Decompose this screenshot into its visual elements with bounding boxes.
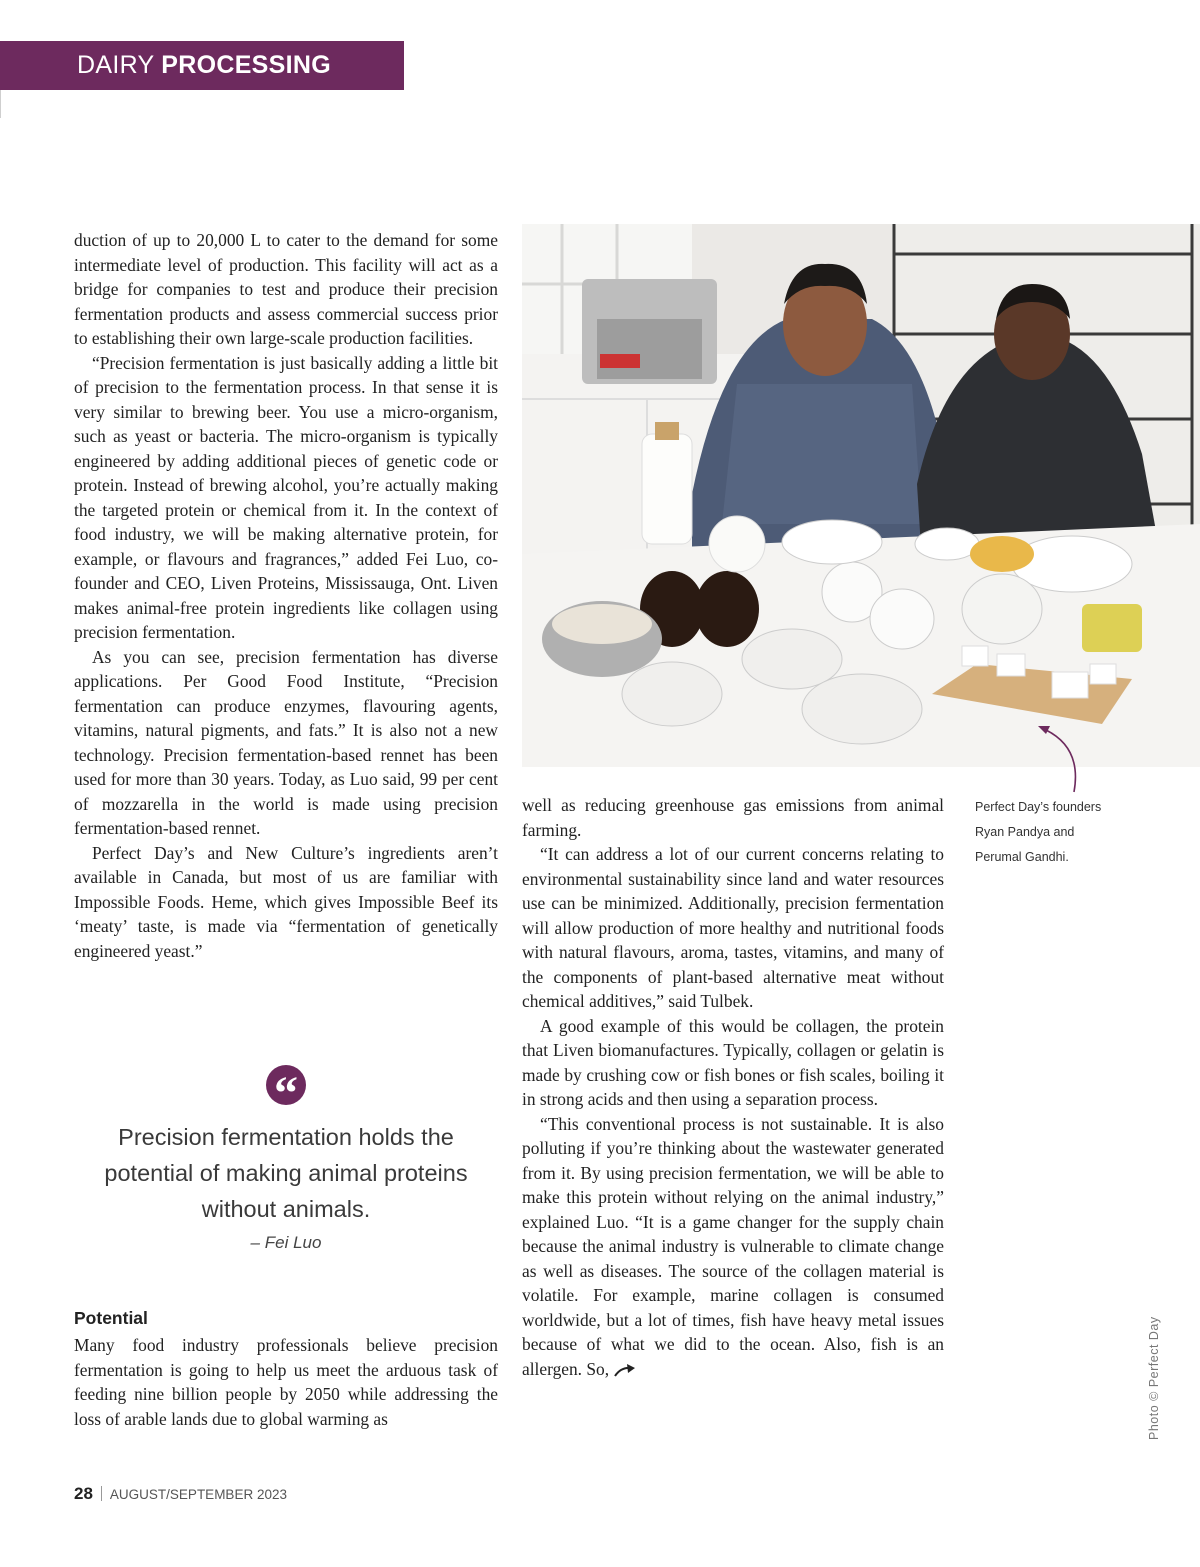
section-label-bold: PROCESSING: [161, 51, 331, 79]
subheading-potential: Potential: [74, 1308, 148, 1328]
paragraph: “It can address a lot of our current concerns relating to environmental sustainability since land and water resources use can be minimized. Additionally, precision fermentation will allow production of more healthy and nutritional foods with natural flavours, aroma, tastes, vitamins, and many of the components of plant-based alternative meat without chemical additives,” said Tulbek.: [522, 844, 944, 1011]
paragraph: Perfect Day’s and New Culture’s ingredients aren’t available in Canada, but most of us are familiar with Impossible Foods. Heme, which gives Impossible Beef its ‘meaty’ taste, is made via “fermentation of genetically engineered yeast.”: [74, 842, 498, 961]
paragraph: well as reducing greenhouse gas emissions from animal farming.: [522, 795, 944, 840]
right-column-text: [522, 793, 944, 1381]
page-number: 28: [74, 1484, 93, 1503]
footer-divider: [101, 1486, 102, 1501]
section-banner: [0, 41, 404, 90]
caption-line: Perumal Gandhi.: [975, 850, 1069, 864]
paragraph-last-text: “This conventional process is not sustainable. It is also polluting if you’re thinking about the wastewater generated from it. By using precision fermentation, we will be able to make this protein without relying on the animal industry,” explained Luo. “It is a game changer for the supply chain because the animal industry is vulnerable to climate change as well as diseases. The source of the collagen material is volatile. For example, marine collagen is consumed worldwide, but a lot of times, fish have heavy metal issues because of what we did to the ocean. Also, fish is an allergen. So,: [522, 1113, 944, 1379]
page-footer: [74, 1484, 287, 1504]
paragraph: duction of up to 20,000 L to cater to the demand for some intermediate level of production. This facility will act as a bridge for companies to test and produce their precision fermentation products and assess commercial success prior to establishing their own large-scale production facilities.: [74, 230, 498, 348]
photo-caption: [975, 795, 1145, 870]
caption-pointer-icon: [1032, 720, 1082, 795]
banner-divider: [0, 90, 1, 118]
section-label-light: DAIRY: [77, 51, 155, 79]
continue-arrow-icon: [613, 1364, 635, 1378]
caption-line: Ryan Pandya and: [975, 825, 1075, 839]
pull-quote-attribution: – Fei Luo: [250, 1233, 322, 1252]
photo-credit: Photo © Perfect Day: [1147, 1316, 1161, 1440]
paragraph: “Precision fermentation is just basically adding a little bit of precision to the fermentation process. In that sense it is very similar to brewing beer. You use a micro-organism, such as yeast or bacteria. The micro-organism is typically engineered by adding additional pieces of genetic code or protein. Instead of brewing alcohol, you’re actually making the targeted protein or chemical from it. In the context of food industry, we will be making alternative protein, for example, or flavours and fragrances,” added Fei Luo, co-founder and CEO, Liven Proteins, Mississauga, Ont. Liven makes animal-free protein ingredients like collagen using precision fermentation.: [74, 352, 498, 642]
paragraph: A good example of this would be collagen, the protein that Liven biomanufactures. Typically, collagen or gelatin is made by crushing cow or fish bones or fish scales, boiling it in strong acids and then using a separation process.: [522, 1015, 944, 1109]
potential-section-text: [74, 1333, 498, 1431]
paragraph: Many food industry professionals believe precision fermentation is going to help us meet the arduous task of feeding nine billion people by 2050 while addressing the loss of arable lands due to global warming as: [74, 1335, 498, 1429]
quote-mark-icon: “: [266, 1065, 306, 1105]
issue-date: AUGUST/SEPTEMBER 2023: [109, 1487, 287, 1502]
pull-quote: [74, 1065, 498, 1253]
paragraph: As you can see, precision fermentation has diverse applications. Per Good Food Institute, “Precision fermentation can produce enzymes, flavouring agents, vitamins, natural pigments, and fats.” It is also not a new technology. Precision fermentation-based rennet has been used for more than 30 years. Today, as Luo said, 99 per cent of mozzarella in the world is made using precision fermentation-based rennet.: [74, 646, 498, 838]
pull-quote-text: Precision fermentation holds the potential of making animal proteins without animals.: [104, 1124, 468, 1222]
founders-photo: [522, 224, 1200, 767]
founders-photo-illustration: [522, 224, 1200, 767]
left-column-text: [74, 228, 498, 963]
paragraph-last: [522, 1112, 944, 1382]
caption-line: Perfect Day’s founders: [975, 800, 1102, 814]
